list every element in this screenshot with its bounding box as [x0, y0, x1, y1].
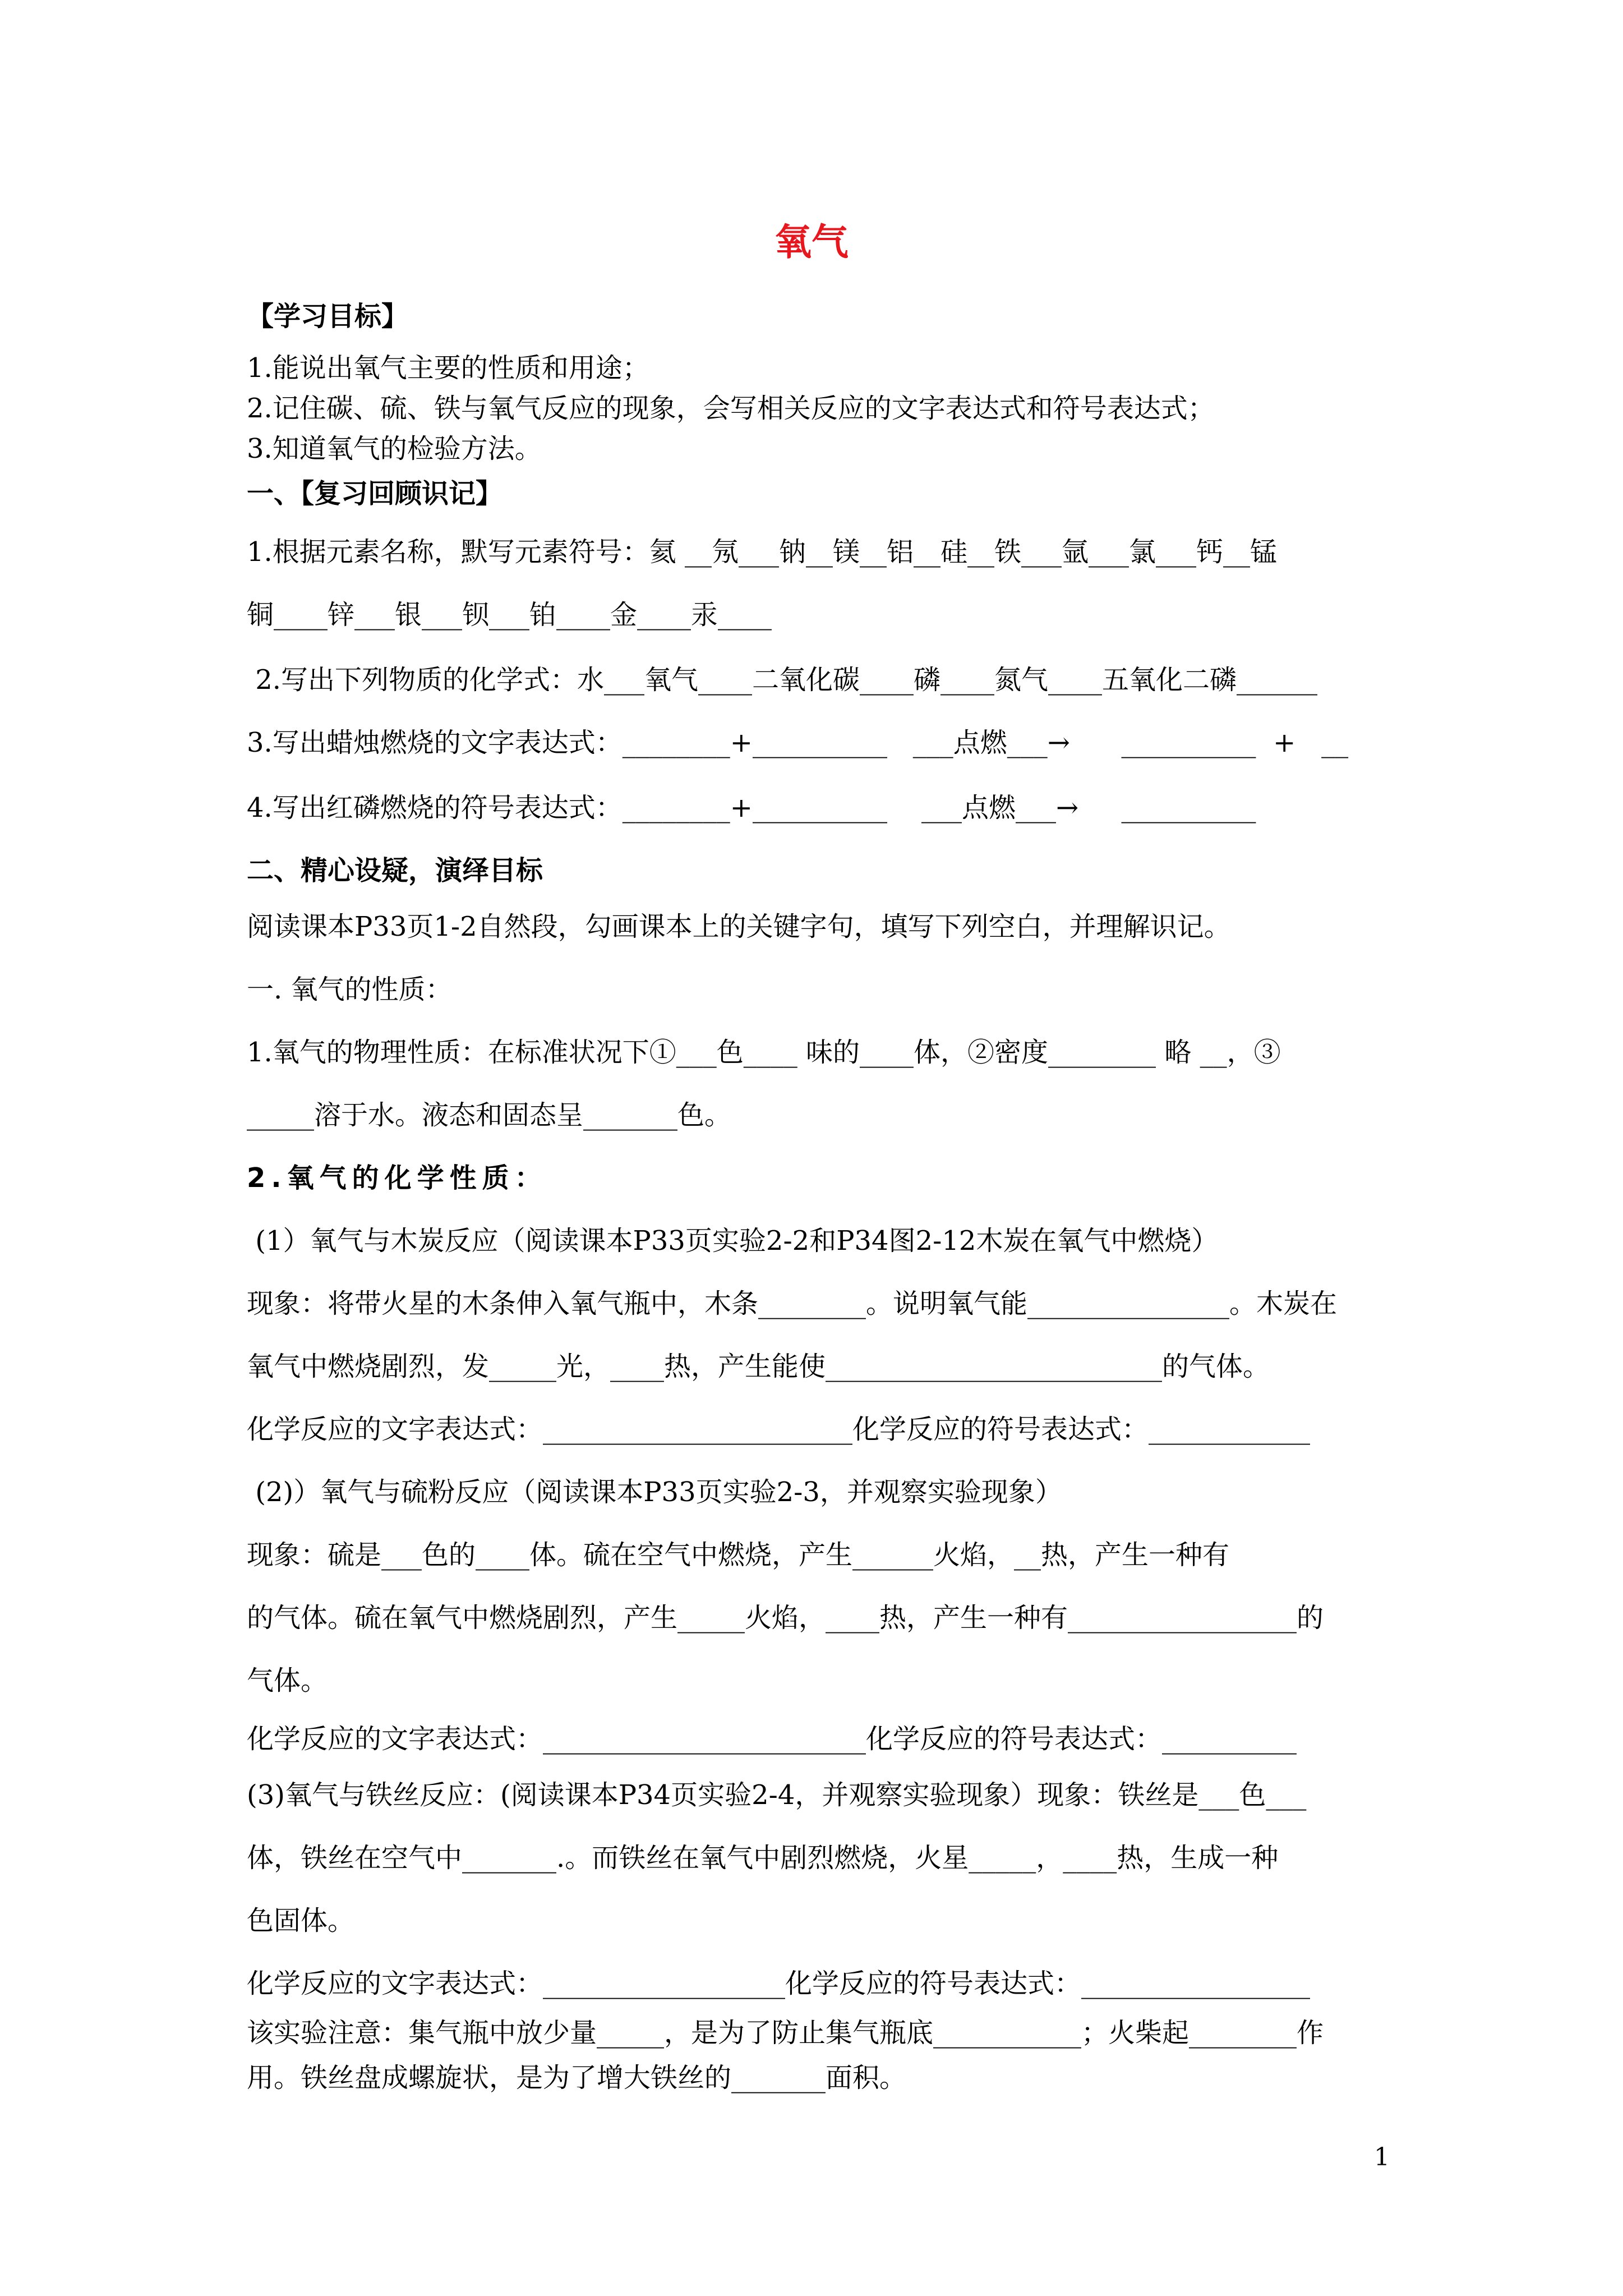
text-line: 用。铁丝盘成螺旋状，是为了增大铁丝的_______面积。 — [247, 2062, 907, 2093]
text-line: _____溶于水。液态和固态呈_______色。 — [247, 1099, 732, 1131]
section-heading-review: 一、【复习回顾识记】 — [247, 478, 503, 509]
text-line: 体，铁丝在空气中_______.。而铁丝在氧气中剧烈燃烧，火星_____，____热，生成一种 — [247, 1842, 1279, 1874]
text-line: 3.写出蜡烛燃烧的文字表达式：________+__________ ___点燃___→ __________ + __ — [247, 727, 1349, 758]
text-line: 1.氧气的物理性质：在标准状况下①___色____ 味的____体，②密度________ 略 __，③ — [247, 1037, 1281, 1068]
text-line: 3.知道氧气的检验方法。 — [247, 433, 542, 464]
text-line: 1.根据元素名称，默写元素符号：氦 __氖___钠__镁__铝__硅__铁___氩___氯___钙__锰 — [247, 536, 1278, 568]
text-line: 色固体。 — [247, 1905, 355, 1936]
text-line: 氧气中燃烧剧烈，发_____光，____热，产生能使_________________________的气体。 — [247, 1351, 1270, 1382]
text-line: 气体。 — [247, 1665, 328, 1696]
text-line: 现象：硫是___色的____体。硫在空气中燃烧，产生______火焰，__热，产生一种有 — [247, 1539, 1230, 1571]
page-number: 1 — [1374, 2143, 1390, 2171]
section-heading-goals-2: 二、精心设疑，演绎目标 — [247, 855, 543, 886]
text-line: 阅读课本P33页1-2自然段，勾画课本上的关键字句，填写下列空白，并理解识记。 — [247, 911, 1231, 942]
subheading-chemical-properties: 2.氧气的化学性质： — [247, 1162, 547, 1194]
text-line: (2)）氧气与硫粉反应（阅读课本P33页实验2-3，并观察实验现象） — [247, 1476, 1062, 1508]
text-line: 2.记住碳、硫、铁与氧气反应的现象，会写相关反应的文字表达式和符号表达式； — [247, 393, 1215, 424]
text-line: 4.写出红磷燃烧的符号表达式：________+__________ ___点燃___→ __________ — [247, 792, 1256, 823]
text-line: 化学反应的文字表达式：________________________化学反应的符号表达式：__________ — [247, 1723, 1297, 1755]
text-line: 2.写出下列物质的化学式：水___氧气____二氧化碳____磷____氮气____五氧化二磷______ — [247, 664, 1318, 696]
text-line: 一. 氧气的性质： — [247, 974, 453, 1005]
text-line: 化学反应的文字表达式：__________________化学反应的符号表达式：_________________ — [247, 1968, 1311, 1999]
text-line: 该实验注意：集气瓶中放少量_____，是为了防止集气瓶底___________；火柴起________作 — [247, 2017, 1324, 2049]
text-line: 现象：将带火星的木条伸入氧气瓶中，木条________。说明氧气能_______________。木炭在 — [247, 1288, 1338, 1319]
text-line: (1）氧气与木炭反应（阅读课本P33页实验2-2和P34图2-12木炭在氧气中燃烧） — [247, 1225, 1219, 1257]
text-line: 铜____锌___银___钡___铂____金____汞____ — [247, 599, 772, 631]
document-title: 氧气 — [774, 220, 849, 264]
text-line: 的气体。硫在氧气中燃烧剧烈，产生_____火焰，____热，产生一种有_________________的 — [247, 1602, 1324, 1634]
section-heading-goals: 【学习目标】 — [247, 301, 409, 332]
text-line: 1.能说出氧气主要的性质和用途； — [247, 352, 649, 384]
text-line: 化学反应的文字表达式：_______________________化学反应的符号表达式：____________ — [247, 1414, 1311, 1445]
text-line: (3)氧气与铁丝反应：(阅读课本P34页实验2-4，并观察实验现象）现象：铁丝是___色___ — [247, 1779, 1307, 1811]
